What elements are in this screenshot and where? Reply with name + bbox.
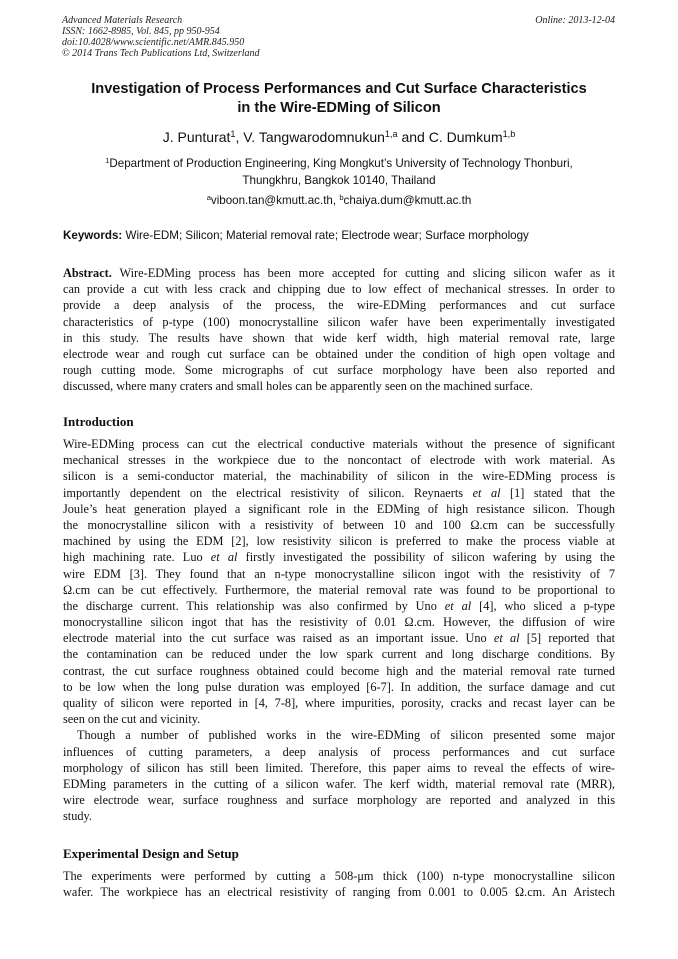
- body-line: silicon is a semi-conductor material, the machinability of silicon in the wire-EDMing process is: [63, 469, 615, 484]
- author-list: [40, 128, 638, 146]
- body-line: the discharge current. This relationship was also confirmed by Uno et al [4], who sliced a p-type: [63, 598, 615, 613]
- affiliation-line-2: Thungkhru, Bangkok 10140, Thailand: [242, 174, 436, 187]
- body-line: the monocrystalline silicon with a resistivity of between 10 and 100 Ω.cm can be successfully: [63, 517, 615, 532]
- body-line: EDMing parameters in the cutting of a silicon wafer. The kerf width, material removal rate (MRR),: [63, 776, 615, 791]
- abstract: [63, 265, 615, 395]
- abstract-line: in this study. The results have shown that wide kerf width, high material removal rate, large: [63, 330, 615, 345]
- author-name: C. Dumkum: [428, 129, 503, 145]
- author-separator: ,: [235, 129, 244, 145]
- abstract-line: discussed, where many craters and small holes can be apparently seen on the machined surface.: [63, 379, 533, 394]
- body-line: to be low when the long pulse duration was employed [6-7]. In addition, the surface damage and cut: [63, 679, 615, 694]
- body-line: wire electrode wear, surface roughness and surface morphology are reported and analyzed in this: [63, 793, 615, 808]
- body-line: morphology of silicon has still been limited. Therefore, this paper aims to reveal the effects of wire-: [63, 760, 615, 775]
- journal-issn: ISSN: 1662-8985, Vol. 845, pp 950-954: [62, 26, 220, 37]
- author-name: V. Tangwarodomnukun: [243, 129, 385, 145]
- body-line: influences of cutting parameters, a deep analysis of process performances and cut surface: [63, 744, 615, 759]
- journal-doi: doi:10.4028/www.scientific.net/AMR.845.950: [62, 37, 245, 48]
- paper-title-line-2: in the Wire-EDMing of Silicon: [237, 100, 441, 116]
- journal-header: [62, 15, 260, 59]
- body-line: contrast, the cut surface roughness obtained could become high and the material removal rate turned: [63, 663, 615, 678]
- paper-title-line-1: Investigation of Process Performances and Cut Surface Characteristics: [91, 81, 587, 97]
- abstract-line: Abstract. Wire-EDMing process has been more accepted for cutting and slicing silicon wafer as it: [63, 266, 615, 280]
- body-line: wire EDM [3]. They found that an n-type monocrystalline silicon ingot with the resistivity of 7: [63, 566, 615, 581]
- body-line: Joule’s heat generation played a significant role in the EDMing of high resistance silicon. Though: [63, 501, 615, 516]
- keywords-label: Keywords:: [63, 229, 123, 242]
- journal-copyright: © 2014 Trans Tech Publications Ltd, Switzerland: [62, 48, 260, 59]
- body-line: the contamination can be reduced under the low spark current and long discharge conditions. By: [63, 647, 615, 662]
- journal-name: Advanced Materials Research: [62, 15, 183, 26]
- author-emails: $^a$viboon.tan@kmutt.ac.th, $^b$chaiya.dum@kmutt.ac.th: [206, 192, 472, 207]
- body-line: The experiments were performed by cutting a 508-μm thick (100) n-type monocrystalline silicon: [63, 869, 615, 883]
- author-separator: and: [397, 129, 429, 145]
- abstract-line: characteristics of p-type (100) monocrystalline silicon wafer have been experimentally investigated: [63, 314, 615, 329]
- abstract-label: Abstract.: [63, 266, 112, 280]
- author-affiliation-mark: 1,a: [384, 129, 398, 139]
- introduction-body: [63, 436, 615, 825]
- body-line: high machining rate. Luo et al firstly investigated the possibility of silicon wafering by using the: [63, 550, 615, 565]
- body-line: seen on the cut and vicinity.: [63, 712, 201, 727]
- experimental-body: [63, 868, 615, 900]
- keywords: [63, 228, 615, 244]
- abstract-line: rough cutting mode. Some micrographs of cut surface morphology have been also reported and: [63, 363, 615, 378]
- online-date: Online: 2013-12-04: [535, 15, 615, 26]
- author-affiliation-mark: 1,b: [502, 129, 516, 139]
- body-line: Ω.cm can be cut effectively. Furthermore, the material removal rate was found to be proportional to: [63, 582, 615, 597]
- email-link: viboon.tan@kmutt.ac.th: [210, 194, 333, 207]
- affiliation: [40, 155, 638, 189]
- body-line: mechanical stresses in the workpiece due to the noncontact of electrode with work material. As: [63, 453, 615, 468]
- author-name: J. Punturat: [162, 129, 231, 145]
- body-line: wafer. The workpiece has an electrical resistivity of ranging from 0.001 to 0.005 Ω.cm. An Aristech: [63, 885, 615, 900]
- author-affiliation-mark: 1: [230, 129, 236, 139]
- affiliation-line-1: $^1$Department of Production Engineering, King Mongkut’s University of Technology Thonburi,: [105, 155, 573, 170]
- paper-title: [40, 80, 638, 118]
- email-mark: a: [206, 192, 211, 202]
- body-line: study.: [63, 809, 92, 824]
- abstract-line: can provide a cut with less crack and chipping due to low effect of mechanical stresses. In order to: [63, 282, 615, 297]
- body-line: monocrystalline silicon ingot that has the resistivity of 0.01 Ω.cm. However, the diffusion of wire: [63, 615, 615, 630]
- abstract-line: provide a deep analysis of the process, the wire-EDMing performances and cut surface: [63, 298, 615, 313]
- body-line: importantly dependent on the electrical resistivity of silicon. Reynaerts et al [1] stated that the: [63, 485, 616, 500]
- email-link: chaiya.dum@kmutt.ac.th: [343, 194, 472, 207]
- section-heading-introduction: Introduction: [63, 414, 134, 429]
- abstract-line: electrode wear and rough cut surface can be obtained under the condition of high open voltage and: [63, 346, 615, 361]
- email-mark: b: [339, 192, 344, 202]
- affiliation-mark: 1: [105, 155, 110, 165]
- section-heading-experimental: Experimental Design and Setup: [63, 846, 239, 861]
- body-line: machined by using the EDM [2], low resistivity silicon is preferred to make the process viable at: [63, 534, 615, 549]
- body-line: electrode material into the cut surface was raised as an important issue. Uno et al [5] reported that: [63, 631, 615, 646]
- keywords-text: Wire-EDM; Silicon; Material removal rate; Electrode wear; Surface morphology: [122, 229, 529, 242]
- body-line: quality of silicon were reported in [4, 7-8], where impurities, porosity, cracks and recast layer can be: [63, 696, 615, 710]
- body-line: Wire-EDMing process can cut the electrical conductive materials without the presence of significant: [63, 437, 615, 451]
- body-line: Though a number of published works in the wire-EDMing of silicon presented some major: [77, 728, 615, 743]
